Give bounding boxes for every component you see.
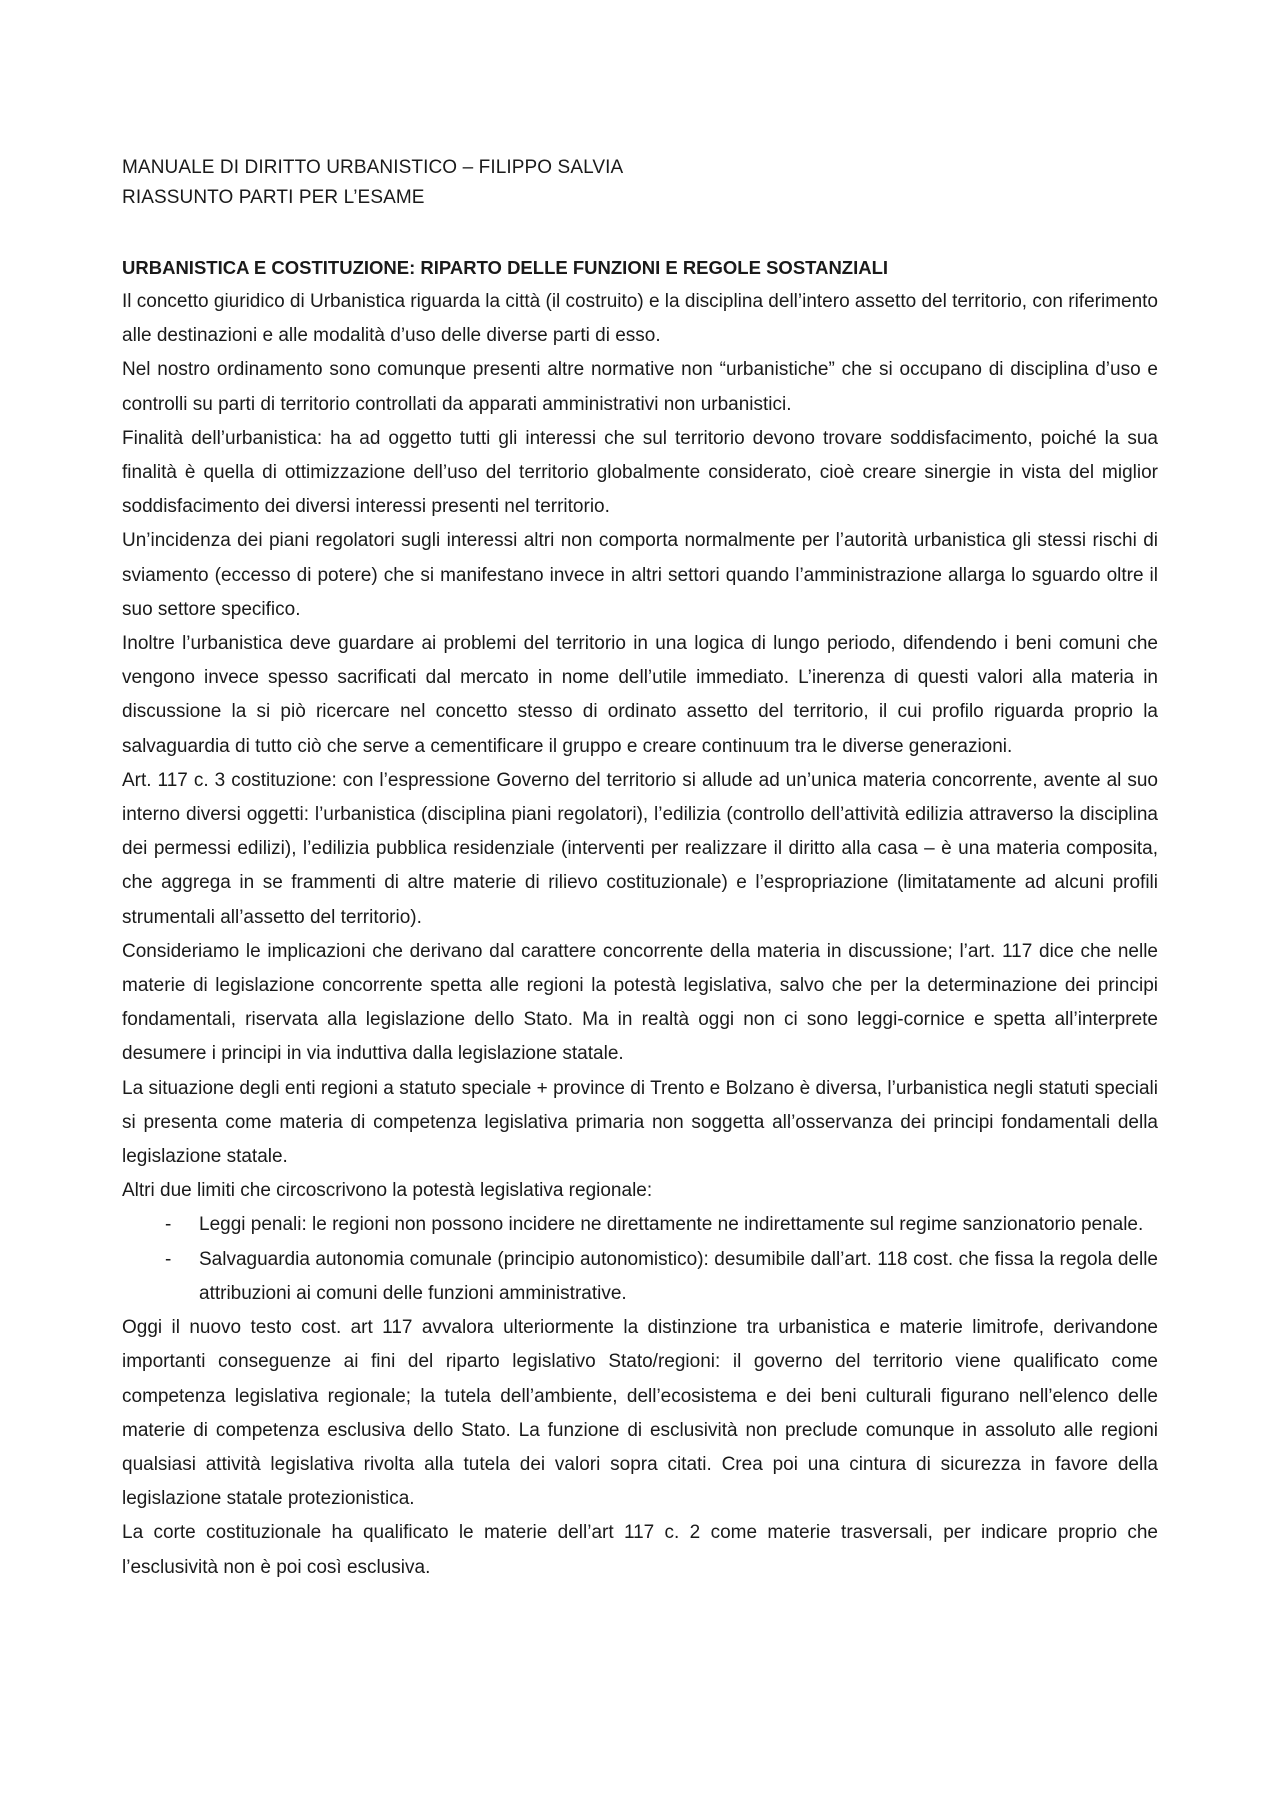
paragraph: Inoltre l’urbanistica deve guardare ai problemi del territorio in una logica di lungo periodo, difendendo i beni comuni che vengono invece spesso sacrificati dal mercato in nome dell’utile immediato. L’inerenza di questi valori alla materia in discussione la si piò ricercare nel concetto stesso di ordinato assetto del territorio, il cui profilo riguarda proprio la salvaguardia di tutto ciò che serve a cementificare il gruppo e creare continuum tra le diverse generazioni. xyxy=(122,633,1158,757)
list-bullet: - xyxy=(165,1248,172,1270)
paragraph: Un’incidenza dei piani regolatori sugli interessi altri non comporta normalmente per l’autorità urbanistica gli stessi rischi di sviamento (eccesso di potere) che si manifestano invece in altri settori quando l’amministrazione allarga lo sguardo oltre il suo settore specifico. xyxy=(122,530,1158,620)
paragraph: Altri due limiti che circoscrivono la potestà legislativa regionale: xyxy=(122,1180,653,1202)
list-item xyxy=(122,1208,1158,1242)
limits-list xyxy=(122,1208,1158,1311)
document-body xyxy=(122,153,1158,1585)
document-subtitle: RIASSUNTO PARTI PER L’ESAME xyxy=(122,187,425,208)
paragraph: La corte costituzionale ha qualificato le materie dell’art 117 c. 2 come materie trasversali, per indicare proprio che l’esclusività non è poi così esclusiva. xyxy=(122,1522,1158,1578)
list-bullet: - xyxy=(165,1214,172,1236)
section-title: URBANISTICA E COSTITUZIONE: RIPARTO DELLE FUNZIONI E REGOLE SOSTANZIALI xyxy=(122,257,889,278)
paragraph: Finalità dell’urbanistica: ha ad oggetto tutti gli interessi che sul territorio devono trovare soddisfacimento, poiché la sua finalità è quella di ottimizzazione dell’uso del territorio globalmente considerato, cioè creare sinergie in vista del miglior soddisfacimento dei diversi interessi presenti nel territorio. xyxy=(122,427,1158,518)
header-spacer xyxy=(122,213,1158,251)
document-title: MANUALE DI DIRITTO URBANISTICO – FILIPPO SALVIA xyxy=(122,157,624,178)
paragraph: Oggi il nuovo testo cost. art 117 avvalora ulteriormente la distinzione tra urbanistica e materie limitrofe, derivandone importanti conseguenze ai fini del riparto legislativo Stato/regioni: il governo del territorio viene qualificato come competenza legislativa regionale; la tutela dell’ambiente, dell’ecosistema e dei beni culturali figurano nell’elenco delle materie di competenza esclusiva dello Stato. La funzione di esclusività non preclude comunque in assoluto alle regioni qualsiasi attività legislativa rivolta alla tutela dei valori sopra citati. Crea poi una cintura di sicurezza in favore della legislazione statale protezionistica. xyxy=(122,1317,1158,1510)
paragraph: Nel nostro ordinamento sono comunque presenti altre normative non “urbanistiche” che si occupano di disciplina d’uso e controlli su parti di territorio controllati da apparati amministrativi non urbanistici. xyxy=(122,359,1158,415)
list-item-text: Leggi penali: le regioni non possono incidere ne direttamente ne indirettamente sul regime sanzionatorio penale. xyxy=(199,1214,1144,1236)
paragraph: Il concetto giuridico di Urbanistica riguarda la città (il costruito) e la disciplina dell’intero assetto del territorio, con riferimento alle destinazioni e alle modalità d’uso delle diverse parti di esso. xyxy=(122,291,1158,347)
list-item-text: Salvaguardia autonomia comunale (principio autonomistico): desumibile dall’art. 118 cost. che fissa la regola delle attribuzioni ai comuni delle funzioni amministrative. xyxy=(199,1248,1158,1304)
paragraph: Art. 117 c. 3 costituzione: con l’espressione Governo del territorio si allude ad un’unica materia concorrente, avente al suo interno diversi oggetti: l’urbanistica (disciplina piani regolatori), l’edilizia (controllo dell’attività edilizia attraverso la disciplina dei permessi edilizi), l’edilizia pubblica residenziale (interventi per realizzare il diritto alla casa – è una materia composita, che aggrega in se frammenti di altre materie di rilievo costituzionale) e l’espropriazione (limitatamente ad alcuni profili strumentali all’assetto del territorio). xyxy=(122,769,1158,928)
paragraph: La situazione degli enti regioni a statuto speciale + province di Trento e Bolzano è diversa, l’urbanistica negli statuti speciali si presenta come materia di competenza legislativa primaria non soggetta all’osservanza dei principi fondamentali della legislazione statale. xyxy=(122,1077,1158,1168)
paragraph: Consideriamo le implicazioni che derivano dal carattere concorrente della materia in discussione; l’art. 117 dice che nelle materie di legislazione concorrente spetta alle regioni la potestà legislativa, salvo che per la determinazione dei principi fondamentali, riservata alla legislazione dello Stato. Ma in realtà oggi non ci sono leggi-cornice e spetta all’interprete desumere i principi in via induttiva dalla legislazione statale. xyxy=(122,940,1158,1065)
list-item xyxy=(122,1243,1158,1311)
